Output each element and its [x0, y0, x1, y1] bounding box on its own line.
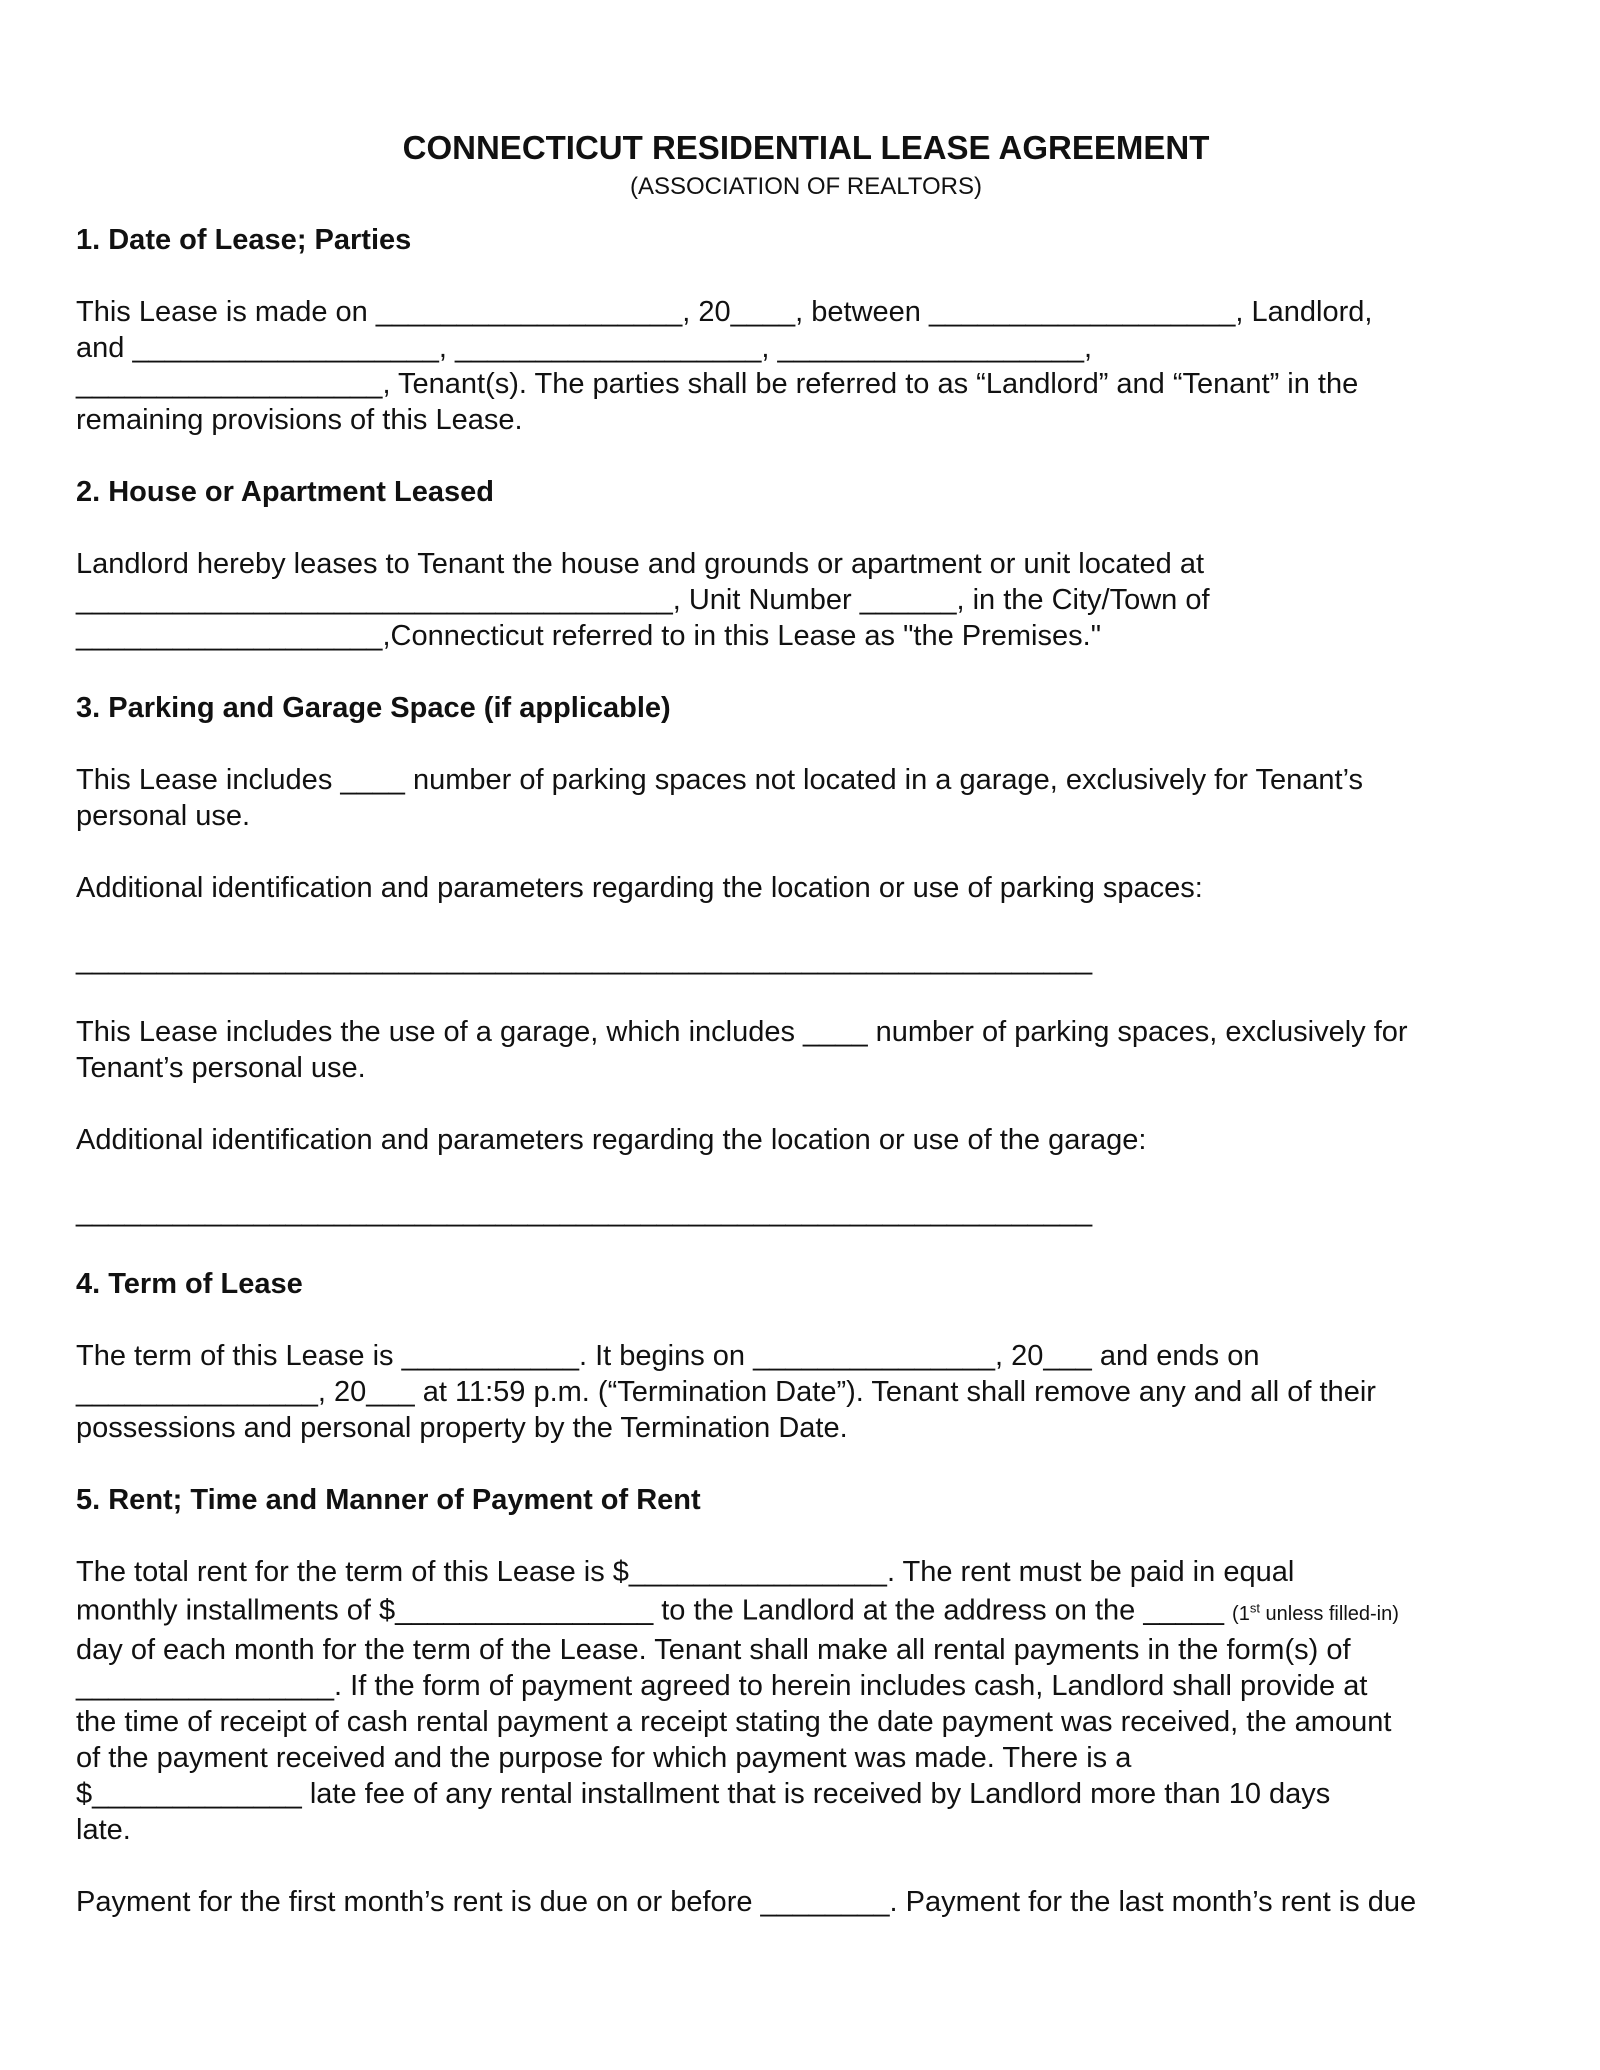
text-line: remaining provisions of this Lease.: [76, 404, 523, 436]
text-line: ___________________, Tenant(s). The parties shall be referred to as “Landlord” and “Tenant” in the: [76, 368, 1359, 400]
section-1-body: [76, 294, 1536, 438]
text-line: Tenant’s personal use.: [76, 1052, 366, 1084]
note-superscript: st: [1249, 1600, 1260, 1615]
document-subtitle: (ASSOCIATION OF REALTORS): [629, 173, 983, 200]
text-line: The total rent for the term of this Lease is $________________. The rent must be paid in equal: [76, 1556, 1295, 1588]
text-line: _____________________________________, Unit Number ______, in the City/Town of: [76, 584, 1210, 616]
section-5-body: [76, 1554, 1536, 1848]
garage-details-blank: _______________________________________________________________: [76, 1196, 1093, 1228]
text-line: This Lease includes the use of a garage, which includes ____ number of parking spaces, exclusively for: [76, 1016, 1408, 1048]
section-3-paragraph-4: [76, 1014, 1536, 1086]
text-line: personal use.: [76, 800, 251, 832]
text-line: The term of this Lease is ___________. It begins on _______________, 20___ and ends on: [76, 1340, 1260, 1372]
section-3-heading: 3. Parking and Garage Space (if applicable): [76, 692, 671, 724]
section-3-paragraph-5: Additional identification and parameters regarding the location or use of the garage:: [76, 1124, 1147, 1156]
section-2-heading: 2. House or Apartment Leased: [76, 476, 494, 508]
parking-details-blank: _______________________________________________________________: [76, 944, 1093, 976]
text-line: of the payment received and the purpose for which payment was made. There is a: [76, 1741, 1132, 1774]
section-5-heading: 5. Rent; Time and Manner of Payment of Rent: [76, 1484, 701, 1516]
text-line: ___________________,Connecticut referred to in this Lease as "the Premises.": [76, 620, 1101, 652]
lease-document: [76, 128, 1536, 1920]
text-line: This Lease is made on ___________________, 20____, between ___________________, Landlord,: [76, 296, 1373, 328]
text-line: Landlord hereby leases to Tenant the house and grounds or apartment or unit located at: [76, 548, 1205, 580]
text-line: ________________. If the form of payment agreed to herein includes cash, Landlord shall provide at: [76, 1669, 1368, 1702]
section-2-body: [76, 546, 1536, 654]
note-part: unless filled-in): [1259, 1602, 1399, 1625]
due-day-note: [1232, 1600, 1399, 1625]
text-line: _______________, 20___ at 11:59 p.m. (“Termination Date”). Tenant shall remove any and all of their: [76, 1376, 1376, 1408]
section-1-heading: 1. Date of Lease; Parties: [76, 224, 412, 256]
text-line: possessions and personal property by the Termination Date.: [76, 1412, 848, 1444]
document-title: CONNECTICUT RESIDENTIAL LEASE AGREEMENT: [402, 129, 1210, 166]
text-line: $_____________ late fee of any rental installment that is received by Landlord more than 10 days: [76, 1777, 1331, 1810]
text-line: late.: [76, 1813, 131, 1846]
text-line: day of each month for the term of the Lease. Tenant shall make all rental payments in the form(s) of: [76, 1633, 1351, 1666]
note-part: (1: [1232, 1602, 1250, 1625]
text-line: [76, 1590, 1536, 1632]
section-3-paragraph-1: [76, 762, 1536, 834]
text-line: and ___________________, ___________________, ___________________,: [76, 332, 1093, 364]
text-line: This Lease includes ____ number of parking spaces not located in a garage, exclusively for Tenant’s: [76, 764, 1363, 796]
section-5-last-paragraph: Payment for the first month’s rent is due on or before ________. Payment for the last month’s rent is due: [76, 1885, 1417, 1918]
section-4-heading: 4. Term of Lease: [76, 1268, 303, 1300]
section-3-paragraph-2: Additional identification and parameters regarding the location or use of parking spaces:: [76, 872, 1203, 904]
text-fragment: monthly installments of $________________ to the Landlord at the address on the _____: [76, 1594, 1224, 1627]
section-4-body: [76, 1338, 1536, 1446]
text-line: the time of receipt of cash rental payment a receipt stating the date payment was received, the amount: [76, 1705, 1392, 1738]
